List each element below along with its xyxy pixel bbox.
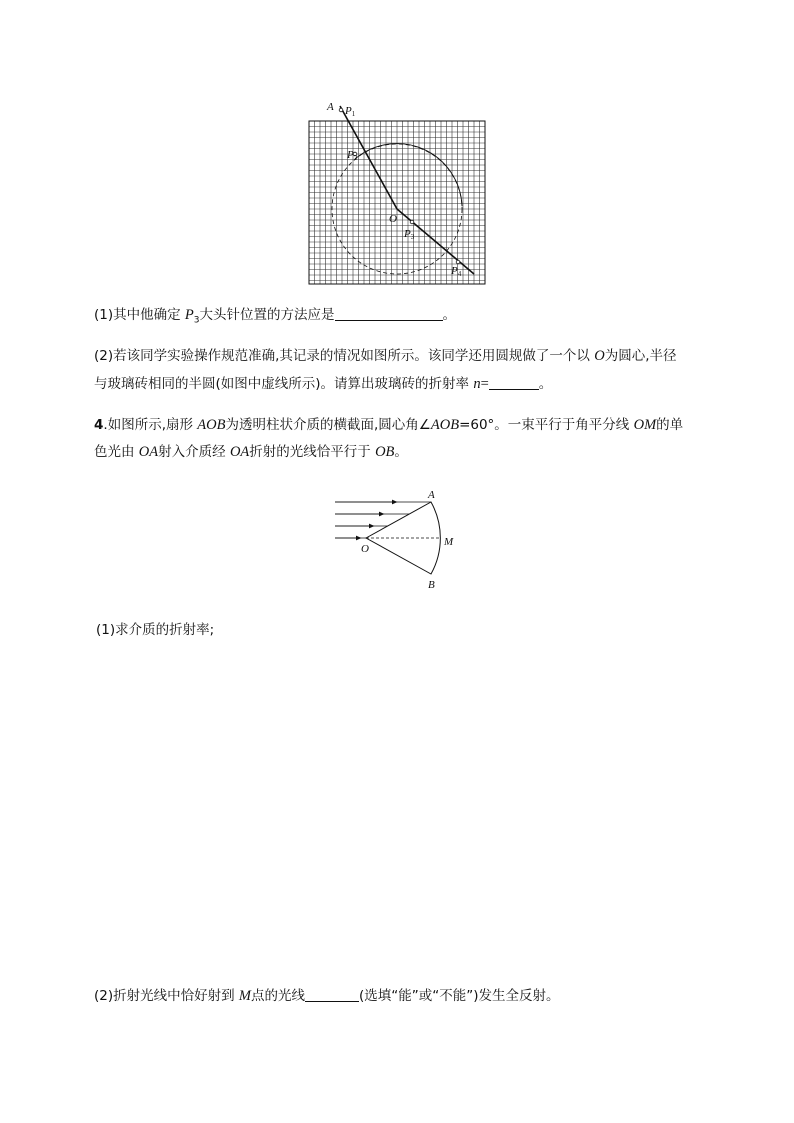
label-a: A bbox=[327, 101, 334, 113]
solid-arc bbox=[355, 144, 462, 206]
label-p3: P3 bbox=[404, 228, 415, 241]
q4-text3: =60°。一束平行于角平分线 bbox=[459, 417, 634, 433]
var-ob: OB bbox=[375, 444, 395, 460]
pin-p1 bbox=[339, 108, 343, 112]
grid bbox=[309, 121, 485, 284]
var-n: n bbox=[473, 376, 481, 392]
q3-part1-end: 。 bbox=[442, 307, 457, 323]
q3-part2-end: 。 bbox=[538, 376, 553, 392]
q4-text1: .如图所示,扇形 bbox=[103, 417, 198, 433]
q4-part2 bbox=[94, 987, 560, 1005]
answer-blank-1[interactable] bbox=[335, 306, 443, 321]
q3-part1-text: (1)其中他确定 bbox=[94, 307, 185, 323]
label-b: B bbox=[428, 579, 435, 591]
q4-text8: 。 bbox=[394, 444, 408, 460]
q3-part2-text1: (2)若该同学实验操作规范准确,其记录的情况如图所示。该同学还用圆规做了一个以 bbox=[94, 348, 595, 364]
q4-text4: 的单 bbox=[656, 417, 684, 433]
q4-text5: 色光由 bbox=[94, 444, 139, 460]
label-a2: A bbox=[428, 489, 435, 501]
q4-line1 bbox=[94, 416, 683, 434]
q4-text2: 为透明柱状介质的横截面,圆心角∠ bbox=[225, 417, 431, 433]
label-o2: O bbox=[361, 543, 369, 555]
q3-part1-text2: 大头针位置的方法应是 bbox=[199, 307, 335, 323]
var-oa-2: OA bbox=[229, 444, 250, 460]
var-p: P bbox=[184, 307, 194, 323]
q4-part2-text2: 点的光线 bbox=[251, 988, 306, 1004]
var-oa: OA bbox=[138, 444, 159, 460]
q3-part2-text3: 与玻璃砖相同的半圆(如图中虚线所示)。请算出玻璃砖的折射率 bbox=[94, 376, 474, 392]
label-p1: P1 bbox=[345, 105, 356, 118]
equals: = bbox=[480, 376, 489, 392]
label-p2: P2 bbox=[347, 149, 358, 162]
question-number: 4 bbox=[94, 417, 104, 433]
var-o: O bbox=[594, 348, 605, 364]
refraction-grid-figure bbox=[300, 96, 495, 291]
q4-text6: 射入介质经 bbox=[158, 444, 230, 460]
pin-p3 bbox=[410, 220, 414, 224]
q4-part2-text3: (选填“能”或“不能”)发生全反射。 bbox=[359, 988, 560, 1004]
label-p4: P4 bbox=[451, 265, 462, 278]
q4-line2 bbox=[94, 443, 408, 461]
q4-part2-text1: (2)折射光线中恰好射到 bbox=[94, 988, 239, 1004]
q3-part2-line1 bbox=[94, 347, 677, 365]
q3-part2-text2: 为圆心,半径 bbox=[604, 348, 677, 364]
q3-part1 bbox=[94, 306, 456, 330]
q4-part1-text: (1)求介质的折射率; bbox=[96, 622, 215, 638]
sub-3: 3 bbox=[193, 315, 200, 326]
var-aob-2: AOB bbox=[430, 417, 460, 433]
sector-figure bbox=[328, 485, 468, 595]
pin-p4 bbox=[456, 260, 460, 264]
var-m: M bbox=[238, 988, 252, 1004]
q4-part1 bbox=[96, 621, 214, 639]
label-o: O bbox=[389, 213, 397, 225]
answer-blank-3[interactable] bbox=[305, 987, 359, 1002]
label-m: M bbox=[444, 536, 454, 548]
q3-part2-line2 bbox=[94, 375, 552, 393]
var-om: OM bbox=[633, 417, 657, 433]
answer-blank-2[interactable] bbox=[489, 375, 539, 390]
q4-text7: 折射的光线恰平行于 bbox=[249, 444, 376, 460]
var-aob: AOB bbox=[197, 417, 226, 433]
